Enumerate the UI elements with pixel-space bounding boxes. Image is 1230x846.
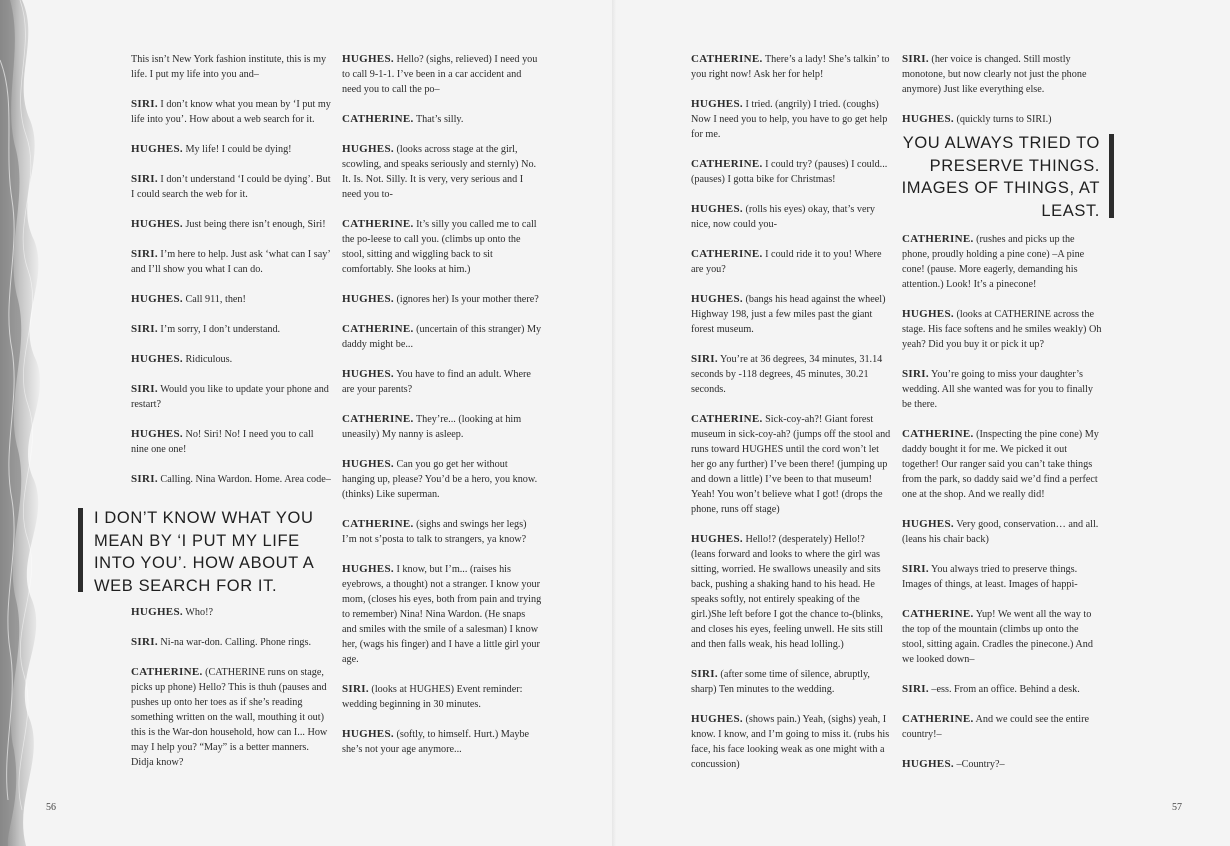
column-1-top [131, 52, 331, 502]
wave-decoration [0, 0, 52, 846]
speaker-name: HUGHES. [131, 606, 183, 618]
speaker-name: HUGHES. [131, 293, 183, 305]
line-text: (shows pain.) Yeah, (sighs) yeah, I know. I know, and I’m going to miss it. (rubs his face, his face looking weak as one might with a concussion) [691, 714, 890, 770]
speaker-name: HUGHES. [342, 458, 394, 470]
script-line [342, 682, 542, 712]
speaker-name: SIRI. [131, 636, 158, 648]
speaker-name: HUGHES. [902, 518, 954, 530]
line-text: (sighs and swings her legs) I’m not s’posta to talk to strangers, ya know? [342, 519, 527, 545]
speaker-name: HUGHES. [131, 428, 183, 440]
speaker-name: HUGHES. [691, 713, 743, 725]
speaker-name: HUGHES. [131, 218, 183, 230]
speaker-name: CATHERINE. [691, 158, 763, 170]
speaker-name: HUGHES. [131, 353, 183, 365]
line-text: Sick-coy-ah?! Giant forest museum in sick-coy-ah? (jumps off the stool and runs toward HUGHES until the cord won’t let her go any further) I’ve been there! (jumping up and down a little) I’ve been to that museum! Yeah! You won’t believe what I got! (drops the phone, runs off stage) [691, 414, 891, 515]
speaker-name: HUGHES. [691, 293, 743, 305]
speaker-name: SIRI. [131, 98, 158, 110]
script-line [342, 292, 542, 307]
line-text: (her voice is changed. Still mostly monotone, but now clearly not just the phone anymore) Just like everything else. [902, 54, 1087, 95]
speaker-name: SIRI. [902, 563, 929, 575]
speaker-name: SIRI. [131, 383, 158, 395]
line-text: –ess. From an office. Behind a desk. [931, 684, 1080, 695]
pull-quote-right: YOU ALWAYS TRIED TO PRESERVE THINGS. IMAGES OF THINGS, AT LEAST. [901, 134, 1100, 220]
line-text: (softly, to himself. Hurt.) Maybe she’s not your age anymore... [342, 729, 530, 755]
script-line [902, 367, 1102, 412]
pull-quote-left: I DON’T KNOW WHAT YOU MEAN BY ‘I PUT MY LIFE INTO YOU’. HOW ABOUT A WEB SEARCH FOR IT. [94, 509, 314, 595]
line-text: You’re at 36 degrees, 34 minutes, 31.14 seconds by -118 degrees, 45 minutes, 30.21 seconds. [691, 354, 883, 395]
script-line [902, 757, 1102, 772]
line-text: (looks at HUGHES) Event reminder: wedding beginning in 30 minutes. [342, 684, 523, 710]
line-text: My life! I could be dying! [185, 144, 292, 155]
line-text: Who!? [185, 607, 214, 618]
line-text: No! Siri! No! I need you to call nine one one! [131, 429, 314, 455]
script-line [902, 712, 1102, 742]
script-line [902, 52, 1102, 97]
gutter [612, 0, 616, 846]
script-line [131, 292, 331, 307]
line-text: (quickly turns to SIRI.) [956, 114, 1052, 125]
line-text: (looks across stage at the girl, scowling, and speaks seriously and sternly) No. It. Is. Not. Silly. It is very, very serious and I need you to- [342, 144, 537, 200]
script-line [342, 562, 542, 667]
script-line [691, 292, 891, 337]
speaker-name: CATHERINE. [342, 518, 414, 530]
line-text: They’re... (looking at him uneasily) My nanny is asleep. [342, 414, 522, 440]
column-4-top [902, 52, 1102, 142]
speaker-name: CATHERINE. [342, 413, 414, 425]
script-line [691, 202, 891, 232]
speaker-name: SIRI. [691, 353, 718, 365]
script-line [691, 667, 891, 697]
pull-quote-bar-left [78, 508, 83, 592]
speaker-name: CATHERINE. [342, 113, 414, 125]
line-text: (rolls his eyes) okay, that’s very nice, now could you- [691, 204, 875, 230]
script-line [691, 412, 891, 517]
line-text: Would you like to update your phone and restart? [131, 384, 329, 410]
script-line [131, 427, 331, 457]
speaker-name: SIRI. [902, 53, 929, 65]
script-line [902, 112, 1102, 127]
script-line [342, 52, 542, 97]
line-text: (Inspecting the pine cone) My daddy bought it for me. We picked it out together! Our ranger said you can’t take things from the park, so daddy said we’d find a perfect one at the shop. And we really did! [902, 429, 1099, 500]
script-line [691, 352, 891, 397]
script-line [131, 217, 331, 232]
speaker-name: SIRI. [131, 248, 158, 260]
speaker-name: HUGHES. [691, 533, 743, 545]
script-line [342, 367, 542, 397]
script-line [902, 307, 1102, 352]
speaker-name: CATHERINE. [342, 323, 414, 335]
script-line [691, 247, 891, 277]
script-line [131, 472, 331, 487]
line-text: It’s silly you called me to call the po-leese to call you. (climbs up onto the stool, sitting and wiggling back to sit comfortably. She looks at him.) [342, 219, 537, 275]
script-line [902, 427, 1102, 502]
script-line [691, 157, 891, 187]
speaker-name: HUGHES. [691, 203, 743, 215]
speaker-name: SIRI. [131, 173, 158, 185]
line-text: (bangs his head against the wheel) Highway 198, just a few miles past the giant forest museum. [691, 294, 886, 335]
speaker-name: HUGHES. [342, 368, 394, 380]
speaker-name: SIRI. [131, 473, 158, 485]
line-text: (CATHERINE runs on stage, picks up phone) Hello? This is thuh (pauses and pushes up onto her toes as if she’s reading something written on the wall, mouthing it out) this is the War-don household, how can I... How may I help you? “May” is a better manners. Didja know? [131, 667, 328, 768]
line-text: Calling. Nina Wardon. Home. Area code– [160, 474, 331, 485]
line-text: I’m sorry, I don’t understand. [160, 324, 281, 335]
line-text: I don’t understand ‘I could be dying’. But I could search the web for it. [131, 174, 331, 200]
script-line [131, 352, 331, 367]
line-text: I know, but I’m... (raises his eyebrows, a thought) not a stranger. I know your mom, (closes his eyes, both from pain and trying to remember) Nina! Nina Wardon. (He snaps and smiles with the smile of a salesman) I know her, (wags his finger) and I have a little girl your age. [342, 564, 542, 665]
script-line [902, 232, 1102, 292]
speaker-name: HUGHES. [902, 308, 954, 320]
speaker-name: CATHERINE. [131, 666, 203, 678]
script-line [342, 727, 542, 757]
script-line [342, 112, 542, 127]
speaker-name: HUGHES. [342, 728, 394, 740]
line-text: I could try? (pauses) I could... (pauses) I gotta bike for Christmas! [691, 159, 888, 185]
line-text: Can you go get her without hanging up, please? You’d be a hero, you know. (thinks) Like superman. [342, 459, 538, 500]
script-line [131, 665, 331, 770]
script-line [342, 517, 542, 547]
script-line [902, 607, 1102, 667]
script-line [691, 532, 891, 652]
script-line [131, 605, 331, 620]
script-line [902, 562, 1102, 592]
script-line [691, 712, 891, 772]
line-text: This isn’t New York fashion institute, this is my life. I put my life into you and– [131, 54, 327, 80]
speaker-name: CATHERINE. [342, 218, 414, 230]
line-text: I could ride it to you! Where are you? [691, 249, 882, 275]
line-text: Ridiculous. [185, 354, 233, 365]
line-text: (ignores her) Is your mother there? [396, 294, 539, 305]
speaker-name: HUGHES. [342, 53, 394, 65]
speaker-name: SIRI. [902, 368, 929, 380]
script-line [131, 52, 331, 82]
speaker-name: HUGHES. [131, 143, 183, 155]
speaker-name: SIRI. [902, 683, 929, 695]
script-line [131, 97, 331, 127]
line-text: And we could see the entire country!– [902, 714, 1089, 740]
script-line [342, 322, 542, 352]
speaker-name: HUGHES. [342, 293, 394, 305]
speaker-name: CATHERINE. [902, 713, 974, 725]
speaker-name: CATHERINE. [691, 413, 763, 425]
speaker-name: HUGHES. [691, 98, 743, 110]
speaker-name: CATHERINE. [902, 608, 974, 620]
speaker-name: HUGHES. [342, 143, 394, 155]
speaker-name: SIRI. [131, 323, 158, 335]
line-text: I don’t know what you mean by ‘I put my life into you’. How about a web search for it. [131, 99, 331, 125]
script-line [691, 52, 891, 82]
line-text: Just being there isn’t enough, Siri! [185, 219, 326, 230]
script-line [131, 382, 331, 412]
column-1-bottom [131, 605, 331, 785]
line-text: (rushes and picks up the phone, proudly holding a pine cone) –A pine cone! (pause. More eagerly, demanding his attention.) Look! It’s a pinecone! [902, 234, 1085, 290]
script-line [342, 457, 542, 502]
speaker-name: SIRI. [342, 683, 369, 695]
line-text: You’re going to miss your daughter’s wedding. All she wanted was for you to finally be there. [902, 369, 1093, 410]
column-2 [342, 52, 542, 772]
script-line [342, 142, 542, 202]
script-line [342, 412, 542, 442]
speaker-name: CATHERINE. [902, 233, 974, 245]
speaker-name: CATHERINE. [691, 53, 763, 65]
line-text: (uncertain of this stranger) My daddy might be... [342, 324, 542, 350]
line-text: I tried. (angrily) I tried. (coughs) Now I need you to help, you have to go get help for me. [691, 99, 888, 140]
speaker-name: HUGHES. [342, 563, 394, 575]
column-4-bottom [902, 232, 1102, 787]
line-text: –Country?– [956, 759, 1005, 770]
script-line [131, 142, 331, 157]
script-line [131, 247, 331, 277]
speaker-name: SIRI. [691, 668, 718, 680]
speaker-name: HUGHES. [902, 758, 954, 770]
line-text: Call 911, then! [185, 294, 246, 305]
line-text: You always tried to preserve things. Images of things, at least. Images of happi- [902, 564, 1078, 590]
script-line [342, 217, 542, 277]
speaker-name: CATHERINE. [691, 248, 763, 260]
line-text: (after some time of silence, abruptly, sharp) Ten minutes to the wedding. [691, 669, 870, 695]
line-text: I’m here to help. Just ask ‘what can I say’ and I’ll show you what I can do. [131, 249, 330, 275]
script-line [902, 682, 1102, 697]
line-text: Ni-na war-don. Calling. Phone rings. [160, 637, 312, 648]
script-line [131, 322, 331, 337]
script-line [131, 172, 331, 202]
column-3 [691, 52, 891, 787]
line-text: Hello? (sighs, relieved) I need you to call 9-1-1. I’ve been in a car accident and need you to call the po– [342, 54, 538, 95]
line-text: Hello!? (desperately) Hello!? (leans forward and looks to where the girl was sitting, worried. He swallows uneasily and sits back, pushing a shaking hand to his head. He speaks softly, not entirely speaking of the girl.)She left before I got the chance to-(blinks, and closes his eyes, feeling unwell. He sits still and then falls weak, his head lolling.) [691, 534, 884, 650]
page-number-right: 57 [1172, 802, 1182, 813]
line-text: (looks at CATHERINE across the stage. His face softens and he smiles weakly) Oh yeah? Did you buy it or pick it up? [902, 309, 1102, 350]
page-number-left: 56 [46, 802, 56, 813]
pull-quote-bar-right [1109, 134, 1114, 218]
line-text: That’s silly. [415, 114, 464, 125]
line-text: You have to find an adult. Where are your parents? [342, 369, 531, 395]
line-text: Yup! We went all the way to the top of the mountain (climbs up onto the stool, sitting again. Cradles the pinecone.) And we looked down– [902, 609, 1093, 665]
script-line [131, 635, 331, 650]
script-line [691, 97, 891, 142]
speaker-name: HUGHES. [902, 113, 954, 125]
script-line [902, 517, 1102, 547]
speaker-name: CATHERINE. [902, 428, 974, 440]
line-text: Very good, conservation… and all. (leans his chair back) [902, 519, 1099, 545]
line-text: There’s a lady! She’s talkin’ to you right now! Ask her for help! [691, 54, 890, 80]
